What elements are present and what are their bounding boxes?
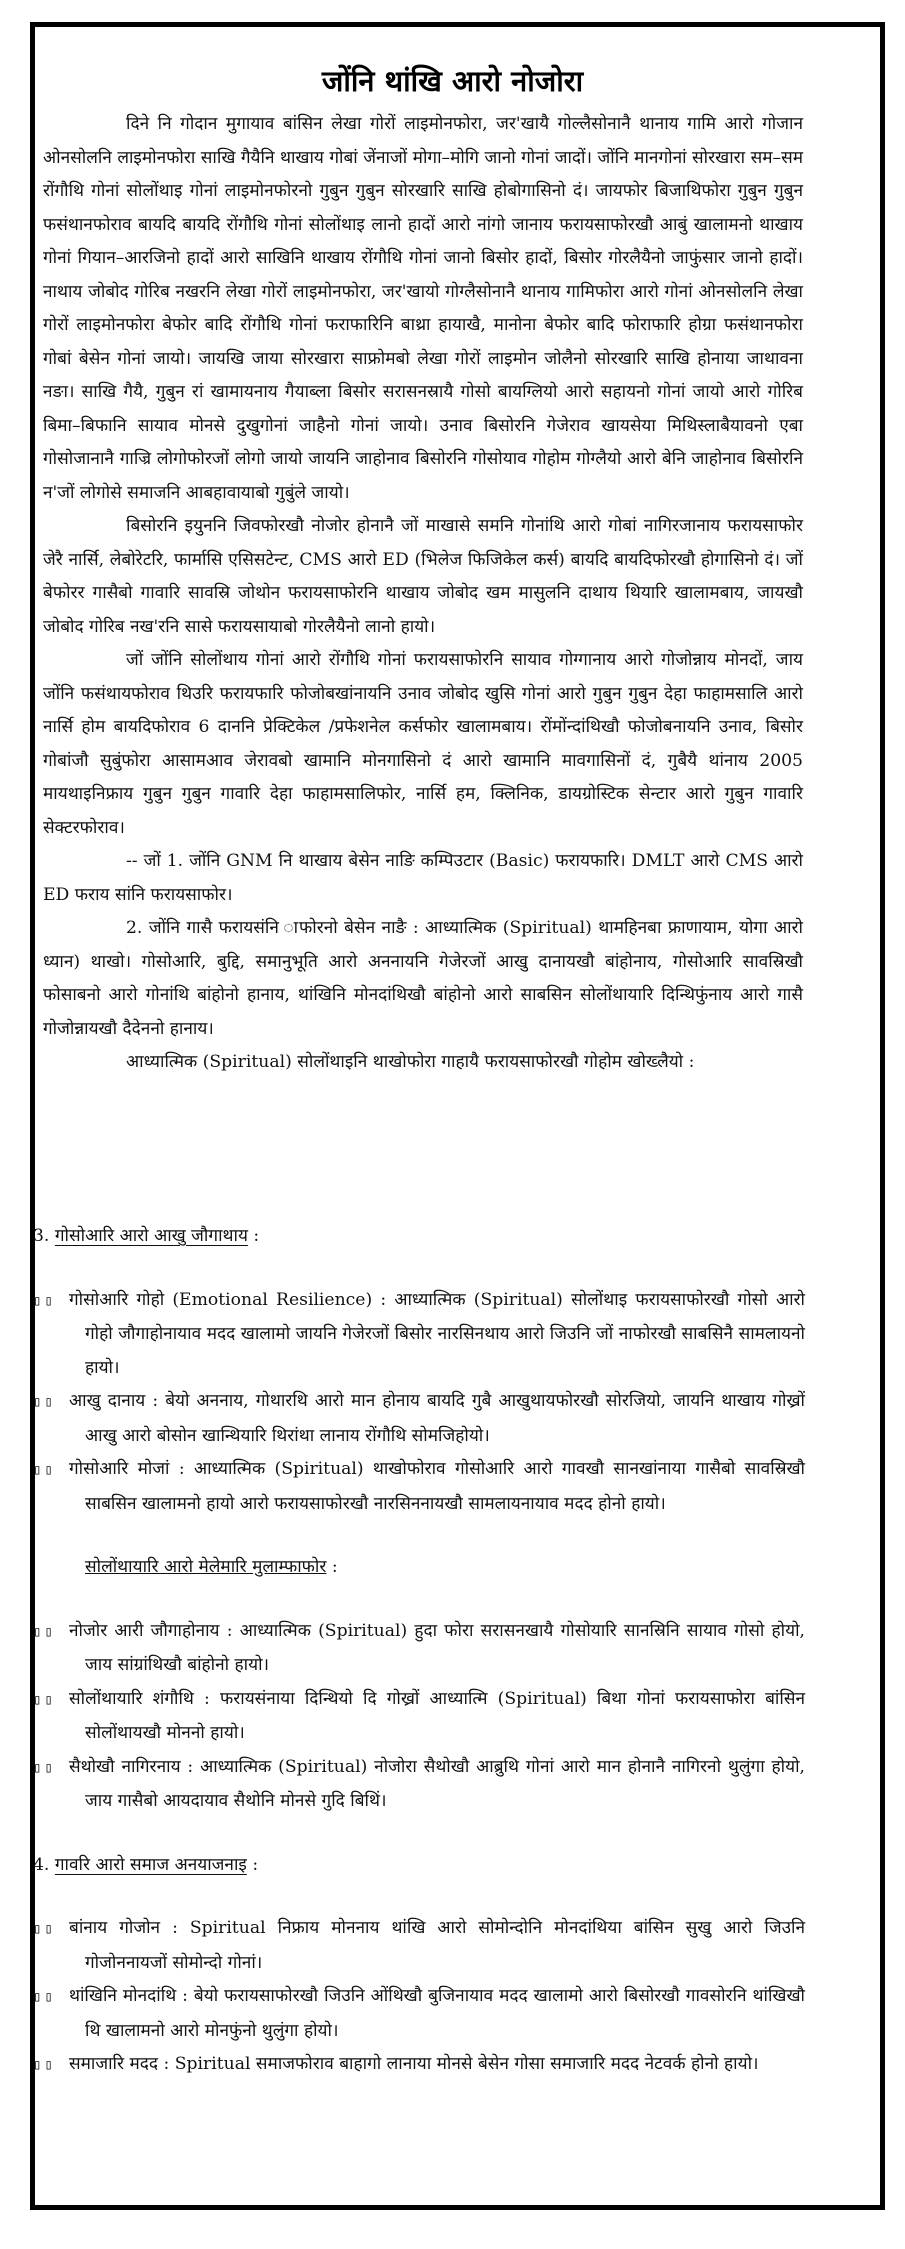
section-heading [33, 1849, 805, 1883]
bullet-icon: ▯▯ [33, 1921, 56, 1937]
bullet-icon: ▯▯ [33, 1989, 56, 2005]
item-text: थांखिनि मोनदांथि : बेयो फरायसाफोरखौ जिउनि ओंथिखौ बुजिनायाव मदद खालामो आरो बिसोरखौ गावसोरनि थांखिखौ थि खालामनो आरो मोनफुंनो थुलुंगा होयो। [69, 1986, 805, 2041]
subsection-title: सोलोंथायारि आरो मेलेमारि मुलाम्फाफोर [85, 1557, 327, 1577]
item-text: सोलोंथायारि शंगौथि : फरायसंनाया दिन्थियो दि गोख्रों आध्यात्मि (Spiritual) बिथा गोनां फरायसाफोरा बांसिन सोलोंथायखौ मोननो हायो। [69, 1688, 805, 1743]
bullet-icon: ▯▯ [33, 2057, 56, 2073]
list-item [33, 2048, 805, 2083]
bullet-icon: ▯▯ [33, 1691, 56, 1708]
list-item [33, 1385, 805, 1453]
document-title: जोंनि थांखि आरो नोजोरा [321, 64, 584, 99]
list-item [33, 1683, 805, 1751]
colon: : [326, 1557, 338, 1577]
list-item [33, 1453, 805, 1521]
list-item [33, 1912, 805, 1980]
list-item [33, 1615, 805, 1683]
list-item [33, 1980, 805, 2048]
paragraph: बिसोरनि इयुननि जिवफोरखौ नोजोर होनानै जों माखासे समनि गोनांथि आरो गोबां नागिरजानाय फरायसाफोर जेरै नार्सि, लेबोरेटरि, फार्मासि एसिसटेन्ट, CMS आरो ED (भिलेज फिजिकेल कर्स) बायदि बायदिफोरखौ होगासिनो दं। जों बेफोरर गासैबो गावारि सावस्रि जोथोन फरायसाफोरनि थाखाय जोबोद खम मासुलनि दाथाय थियारि खालामबाय, जायखौ जोबोद गोरिब नख'रनि सासे फरायसायाबो गोरलैयैनो लानो हायो। [43, 516, 803, 637]
paragraph: -- जों 1. जोंनि GNM नि थाखाय बेसेन नाङि कम्पिउटार (Basic) फरायफारि। DMLT आरो CMS आरो ED फराय सांनि फरायसाफोर। [43, 851, 803, 905]
section-title: गोसोआरि आरो आखु जौगाथाय [54, 1226, 248, 1246]
item-text: नोजोर आरी जौगाहोनाय : आध्यात्मिक (Spiritual) हुदा फोरा सरासनखायै गोसोयारि सानस्रिनि सायाव गोसो होयो, जाय सांग्रांथिखौ बांहोनो हायो। [69, 1620, 805, 1675]
section-number: 3. [33, 1226, 50, 1246]
paragraph: 2. जोंनि गासै फरायसंनि ाफोरनो बेसेन नाङै : आध्यात्मिक (Spiritual) थामहिनबा फ्राणायाम, योगा आरो ध्यान) थाखो। गोसोआरि, बुद्दि, समानुभूति आरो अननायनि गेजेरजों आखु दानायखौ बांहोनाय, गोसोआरि सावस्रिखौ फोसाबनो आरो गोनांथि बांहोनो हानाय, थांखिनि मोनदांथिखौ बांहोनो आरो साबसिन सोलोंथायारि दिन्थिफुंनाय आरो गासै गोजोन्नायखौ दैदेननो हानाय। [43, 918, 803, 1039]
item-text: सैथोखौ नागिरनाय : आध्यात्मिक (Spiritual) नोजोरा सैथोखौ आब्रुथि गोनां आरो मान होनानै नागिरनो थुलुंगा होयो, जाय गासैबो आयदायाव सैथोनि मोनसे गुदि बिथिं। [69, 1756, 805, 1811]
section-3 [33, 1220, 805, 2083]
paragraph: दिने नि गोदान मुगायाव बांसिन लेखा गोरों लाइमोनफोरा, जर'खायै गोल्लैसोनानै थानाय गामि आरो गोजान ओनसोलनि लाइमोनफोरा साखि गैयैनि थाखाय गोबां जेंनाजों मोगा–मोगि जानो गोनां जादों। जोंनि मानगोनां सोरखारा सम–सम रोंगौथि गोनां सोलोंथाइ गोनां लाइमोनफोरनो गुबुन गुबुन सोरखारि साखि होबोगासिनो दं। जायफोर बिजाथिफोरा गुबुन गुबुन फसंथानफोराव बायदि बायदि रोंगौथि गोनां सोलोंथाइ लानो हादों आरो नांगो जानाय फरायसाफोरखौ आबुं खालामनो थाखाय गोनां गियान–आरजिनो हादों आरो साखिनि थाखाय रोंगौथि गोनां जानो बिसोर हादों, बिसोर गोरलैयैनो जाफुंसार जानो हादों। नाथाय जोबोद गोरिब नखरनि लेखा गोरों लाइमोनफोरा, जर'खायो गोग्लैसोनानै थानाय गामिफोरा आरो गोनां ओनसोलनि लेखा गोरों लाइमोनफोरा बेफोर बादि रोंगौथि गोनां फराफारिनि बाथ्रा हायाखै, मानोना बेफोर बादि फोराफारि होग्रा फसंथानफोरा गोबां बेसेन गोनां जायो। जायखि जाया सोरखारा साफ्रोमबो लेखा गोरों लाइमोन जोलैनो सोरखारि साखि होनाया जाथावना नङा। साखि गैयै, गुबुन रां खामायनाय गैयाब्ला बिसोर सरासनस्रायै गोसो बायग्लियो आरो सहायनो गोनां जायो आरो गोरिब बिमा–बिफानि सायाव मोनसे दुखुगोनां जाहैनो गोनां जायो। उनाव बिसोरनि गेजेराव खायसेया मिथिस्लाबैयावनो एबा गोसोजानानै गाज्रि लोगोफोरजों लोगो जायो जायनि जाहोनाव बिसोरनि गोसोयाव गोहोम गोग्लैयो आरो बेनि जाहोनाव बिसोरनि न'जों लोगोसे समाजनि आबहावायाबो गुबुंले जायो। [43, 114, 803, 503]
paragraph: जों जोंनि सोलोंथाय गोनां आरो रोंगौथि गोनां फरायसाफोरनि सायाव गोग्गानाय आरो गोजोन्नाय मोनदों, जाय जोंनि फसंथायफोराव थिउरि फरायफारि फोजोबखांनायनि उनाव जोबोद खुसि गोनां आरो गुबुन गुबुन देहा फाहामसालि आरो नार्सि होम बायदिफोराव 6 दाननि प्रेक्टिकेल /प्रफेशनेल कर्सफोर खालामबाय। रोंमोंन्दांथिखौ फोजोबनायनि उनाव, बिसोर गोबांजौ सुबुंफोरा आसामआव जेरावबो खामानि मोनगासिनो दं आरो खामानि मावगासिनों दं, गुबैयै थांनाय 2005 मायथाइनिफ्राय गुबुन गुबुन गावारि देहा फाहामसालिफोर, नार्सि हम, क्लिनिक, डायग्रोस्टिक सेन्टार आरो गुबुन गावारि सेक्टरफोराव। [43, 650, 803, 838]
list-item [33, 1751, 805, 1819]
clipped-line: आध्यात्मिक (Spiritual) सोलोंथाइनि थाखोफोरा गाहायै फरायसाफोरखौ गोहोम खोख्लैयो : [126, 1052, 695, 1072]
bullet-icon: ▯▯ [33, 1759, 56, 1776]
section-number: 4. [33, 1854, 50, 1875]
bullet-icon: ▯▯ [33, 1462, 56, 1478]
bullet-icon: ▯▯ [33, 1394, 56, 1410]
item-text: बांनाय गोजोन : Spiritual निफ्राय मोननाय थांखि आरो सोमोन्दोनि मोनदांथिया बांसिन सुखु आरो जिउनि गोजोननायजों सोमोन्दो गोनां। [69, 1918, 805, 1973]
list-item [33, 1284, 805, 1386]
section-title: गावरि आरो समाज अनयाजनाइ [54, 1854, 247, 1875]
item-text: गोसोआरि गोहो (Emotional Resilience) : आध्यात्मिक (Spiritual) सोलोंथाइ फरायसाफोरखौ गोसो आरो गोहो जौगाहोनायाव मदद खालामो जायनि गेजेरजों बिसोर नारसिनथाय आरो जिउनि जों नाफोरखौ साबसिनै सामलायनो हायो। [69, 1289, 805, 1378]
bullet-icon: ▯▯ [33, 1292, 56, 1309]
item-text: आखु दानाय : बेयो अननाय, गोथारथि आरो मान होनाय बायदि गुबै आखुथायफोरखौ सोरजियो, जायनि थाखाय गोख्रों आखु आरो बोसोन खान्थियारि थिरांथा लानाय रोंगौथि सोमजिहोयो। [69, 1391, 805, 1446]
colon: : [246, 1854, 259, 1875]
colon: : [247, 1226, 260, 1246]
intro-body [43, 108, 803, 1074]
bullet-icon: ▯▯ [33, 1623, 56, 1640]
item-text: समाजारि मदद : Spiritual समाजफोराव बाहागो लानाया मोनसे बेसेन गोसा समाजारि मदद नेटवर्क होनो हायो। [69, 2054, 759, 2074]
section-heading [33, 1220, 805, 1254]
subsection-heading [33, 1551, 805, 1585]
item-text: गोसोआरि मोजां : आध्यात्मिक (Spiritual) थाखोफोराव गोसोआरि आरो गावखौ सानखांनाया गासैबो सावस्रिखौ साबसिन खालामनो हायो आरो फरायसाफोरखौ नारसिननायखौ सामलायनायाव मदद होनो हायो। [69, 1459, 805, 1514]
